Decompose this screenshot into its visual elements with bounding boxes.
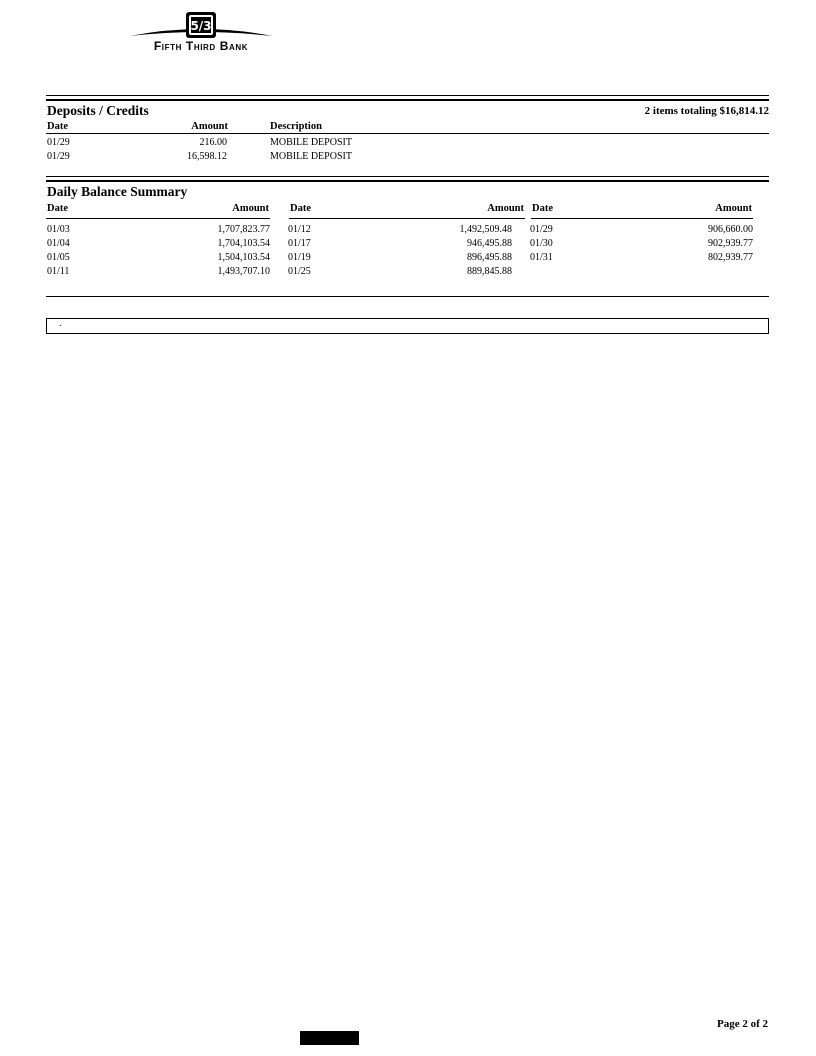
daily-balance-title: Daily Balance Summary: [47, 184, 188, 199]
section-divider: [46, 180, 769, 182]
balance-date: 01/11: [47, 266, 70, 277]
section-divider: [46, 99, 769, 101]
balance-amount: 1,707,823.77: [217, 224, 270, 235]
deposit-description: MOBILE DEPOSIT: [270, 137, 352, 148]
balance-date: 01/29: [530, 224, 553, 235]
balance-amount: 1,493,707.10: [217, 266, 270, 277]
balance-date-header: Date: [532, 203, 553, 214]
deposits-date-header: Date: [47, 121, 68, 132]
svg-text:5/3: 5/3: [190, 19, 212, 33]
deposit-amount: 16,598.12: [187, 151, 227, 162]
balance-amount: 906,660.00: [708, 224, 753, 235]
balance-amount-header: Amount: [487, 203, 524, 214]
balance-amount: 946,495.88: [467, 238, 512, 249]
redaction-bar: [300, 1031, 359, 1045]
bank-logo: [128, 10, 274, 56]
deposits-amount-header: Amount: [191, 121, 228, 132]
deposit-amount: 216.00: [199, 137, 227, 148]
deposit-date: 01/29: [47, 137, 70, 148]
balance-amount: 1,504,103.54: [217, 252, 270, 263]
notice-text: .: [59, 318, 62, 329]
balance-date: 01/30: [530, 238, 553, 249]
section-end-rule: [46, 296, 769, 297]
page-number: Page 2 of 2: [716, 1018, 768, 1030]
balance-date: 01/19: [288, 252, 311, 263]
deposits-title: Deposits / Credits: [47, 103, 149, 118]
balance-date: 01/25: [288, 266, 311, 277]
header-underline: [46, 218, 270, 219]
fifth-third-logo-icon: [128, 10, 274, 40]
balance-date: 01/03: [47, 224, 70, 235]
deposit-date: 01/29: [47, 151, 70, 162]
bank-name: Fifth Third Bank: [153, 39, 249, 53]
balance-date-header: Date: [47, 203, 68, 214]
deposits-description-header: Description: [270, 121, 322, 132]
balance-date: 01/04: [47, 238, 70, 249]
balance-amount: 902,939.77: [708, 238, 753, 249]
balance-amount: 896,495.88: [467, 252, 512, 263]
section-divider: [46, 176, 769, 177]
balance-date: 01/31: [530, 252, 553, 263]
notice-box: [46, 318, 769, 334]
header-underline: [531, 218, 753, 219]
balance-amount-header: Amount: [232, 203, 269, 214]
header-underline: [46, 133, 769, 134]
section-divider: [46, 95, 769, 96]
balance-amount: 802,939.77: [708, 252, 753, 263]
balance-amount: 889,845.88: [467, 266, 512, 277]
header-underline: [289, 218, 525, 219]
balance-date: 01/12: [288, 224, 311, 235]
balance-date: 01/05: [47, 252, 70, 263]
balance-amount-header: Amount: [715, 203, 752, 214]
balance-date-header: Date: [290, 203, 311, 214]
balance-date: 01/17: [288, 238, 311, 249]
deposits-summary: 2 items totaling $16,814.12: [644, 105, 769, 117]
deposit-description: MOBILE DEPOSIT: [270, 151, 352, 162]
balance-amount: 1,704,103.54: [217, 238, 270, 249]
balance-amount: 1,492,509.48: [459, 224, 512, 235]
